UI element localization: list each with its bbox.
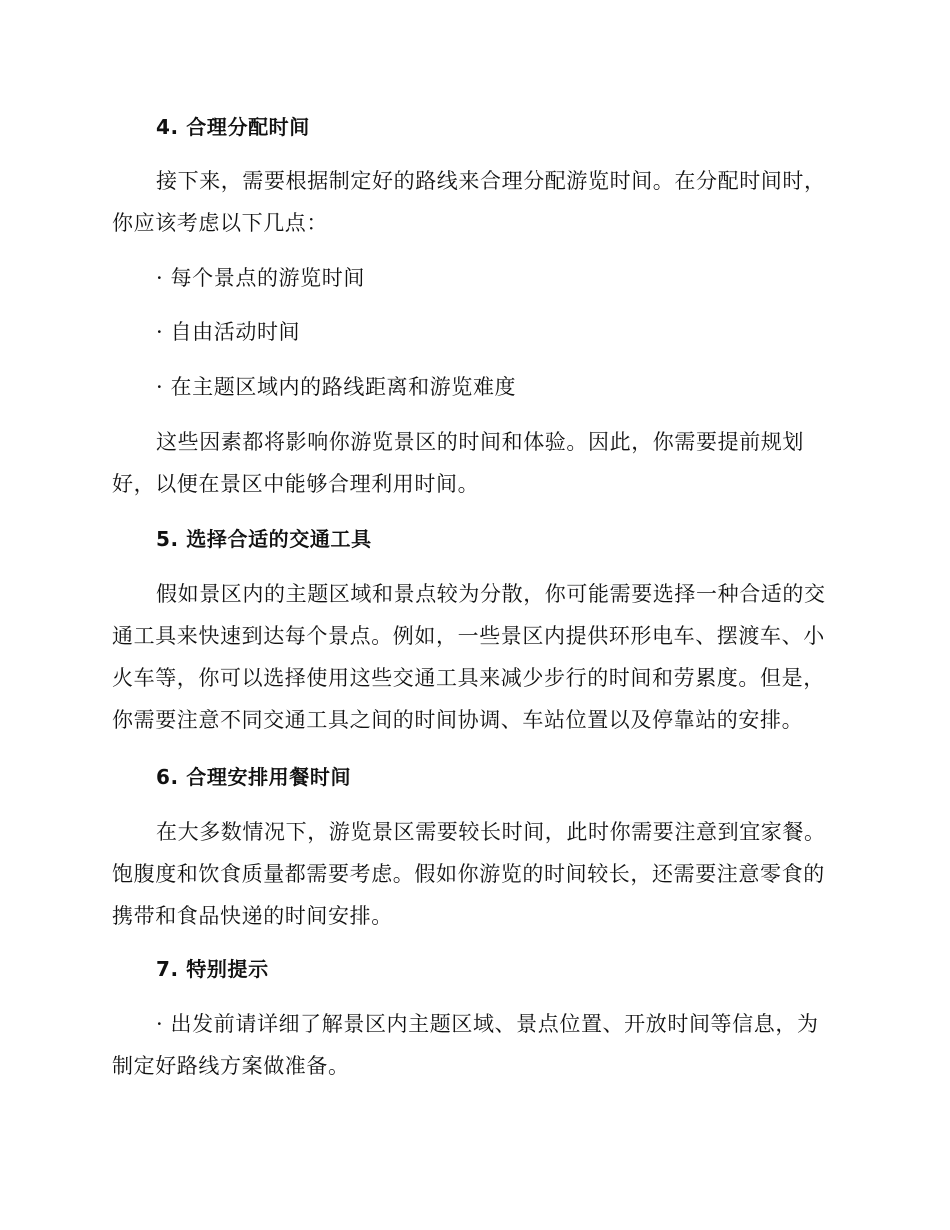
- section-6-body: 在大多数情况下，游览景区需要较长时间，此时你需要注意到宜家餐。饱腹度和饮食质量都需要考虑。假如你游览的时间较长，还需要注意零食的携带和食品快递的时间安排。: [112, 820, 826, 928]
- section-4-bullet-3: · 在主题区域内的路线距离和游览难度: [156, 375, 517, 399]
- section-4-bullet-1: · 每个景点的游览时间: [156, 266, 365, 290]
- section-4-outro: 这些因素都将影响你游览景区的时间和体验。因此，你需要提前规划好，以便在景区中能够合理利用时间。: [112, 430, 804, 496]
- section-4-heading: 4. 合理分配时间: [156, 115, 310, 139]
- section-5-body: 假如景区内的主题区域和景点较为分散，你可能需要选择一种合适的交通工具来快速到达每个景点。例如，一些景区内提供环形电车、摆渡车、小火车等，你可以选择使用这些交通工具来减少步行的时间和劳累度。但是，你需要注意不同交通工具之间的时间协调、车站位置以及停靠站的安排。: [112, 582, 826, 732]
- section-5-heading: 5. 选择合适的交通工具: [156, 527, 372, 551]
- section-7-heading: 7. 特别提示: [156, 957, 269, 981]
- section-4-bullet-2: · 自由活动时间: [156, 320, 301, 344]
- section-7-bullet-1: · 出发前请详细了解景区内主题区域、景点位置、开放时间等信息，为制定好路线方案做准备。: [112, 1012, 819, 1078]
- section-4-intro: 接下来，需要根据制定好的路线来合理分配游览时间。在分配时间时，你应该考虑以下几点：: [112, 169, 826, 235]
- section-6-heading: 6. 合理安排用餐时间: [156, 765, 352, 789]
